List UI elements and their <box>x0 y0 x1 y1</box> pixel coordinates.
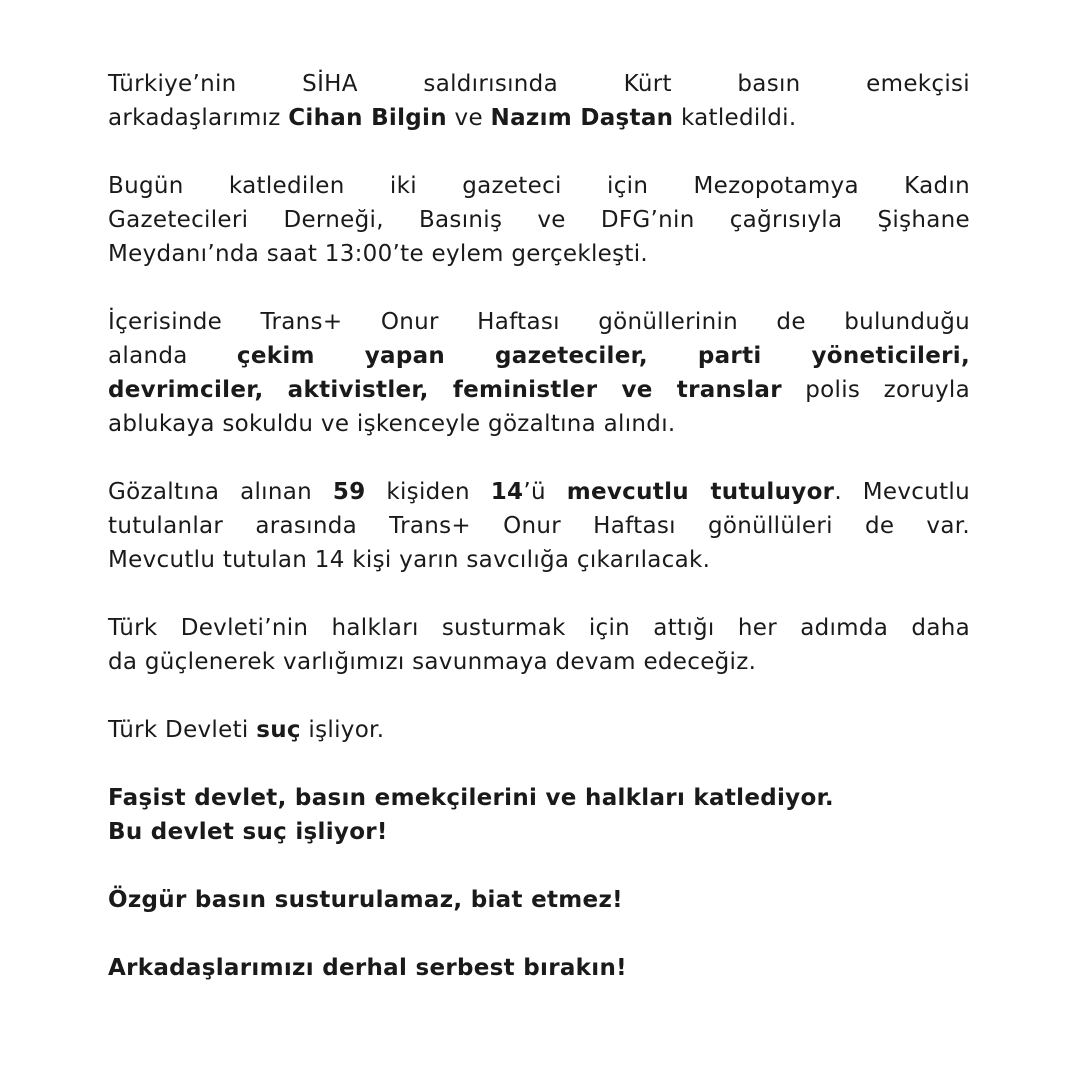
text-line: Türk Devleti suç işliyor. <box>108 717 385 743</box>
paragraph-detentions <box>108 305 970 441</box>
text-line: da güçlenerek varlığımızı savunmaya devam edeceğiz. <box>108 649 757 675</box>
slogan-release <box>108 951 970 985</box>
paragraph-custody-count <box>108 475 970 577</box>
text-line: alanda çekim yapan gazeteciler, parti yöneticileri, <box>108 343 971 369</box>
slogans <box>108 781 970 985</box>
text-line: ablukaya sokuldu ve işkenceyle gözaltına alındı. <box>108 411 676 437</box>
held-count: 14 <box>490 479 524 505</box>
slogan-free-press <box>108 883 970 917</box>
text-line: Türk Devleti’nin halkları susturmak için attığı her adımda daha <box>108 615 970 641</box>
text-line: Türkiye’nin SİHA saldırısında Kürt basın emekçisi <box>108 71 970 97</box>
text-line: tutulanlar arasında Trans+ Onur Haftası gönüllüleri de var. <box>108 513 970 539</box>
slogan-line: Arkadaşlarımızı derhal serbest bırakın! <box>108 955 627 981</box>
text-line: İçerisinde Trans+ Onur Haftası gönüllerinin de bulunduğu <box>108 309 970 335</box>
paragraph-crime <box>108 713 970 747</box>
slogan-fascist-state <box>108 781 970 849</box>
text-line: Mevcutlu tutulan 14 kişi yarın savcılığa çıkarılacak. <box>108 547 711 573</box>
text-line: Gözaltına alınan 59 kişiden 14’ü mevcutlu tutuluyor. Mevcutlu <box>108 479 970 505</box>
text-line: Gazetecileri Derneği, Basıniş ve DFG’nin çağrısıyla Şişhane <box>108 207 970 233</box>
paragraph-killed-journalists <box>108 67 970 135</box>
journalist-name: Nazım Daştan <box>490 105 674 131</box>
text-line: Bugün katledilen iki gazeteci için Mezopotamya Kadın <box>108 173 970 199</box>
text-line: arkadaşlarımız Cihan Bilgin ve Nazım Daştan katledildi. <box>108 105 797 131</box>
paragraph-protest <box>108 169 970 271</box>
paragraph-resistance <box>108 611 970 679</box>
slogan-line: Faşist devlet, basın emekçilerini ve halkları katlediyor. <box>108 785 834 811</box>
text-line: devrimciler, aktivistler, feministler ve translar polis zoruyla <box>108 377 970 403</box>
detained-count: 59 <box>332 479 366 505</box>
post-text <box>108 67 970 1019</box>
slogan-line: Özgür basın susturulamaz, biat etmez! <box>108 887 623 913</box>
text-line: Meydanı’nda saat 13:00’te eylem gerçekleşti. <box>108 241 649 267</box>
journalist-name: Cihan Bilgin <box>288 105 447 131</box>
slogan-line: Bu devlet suç işliyor! <box>108 819 388 845</box>
